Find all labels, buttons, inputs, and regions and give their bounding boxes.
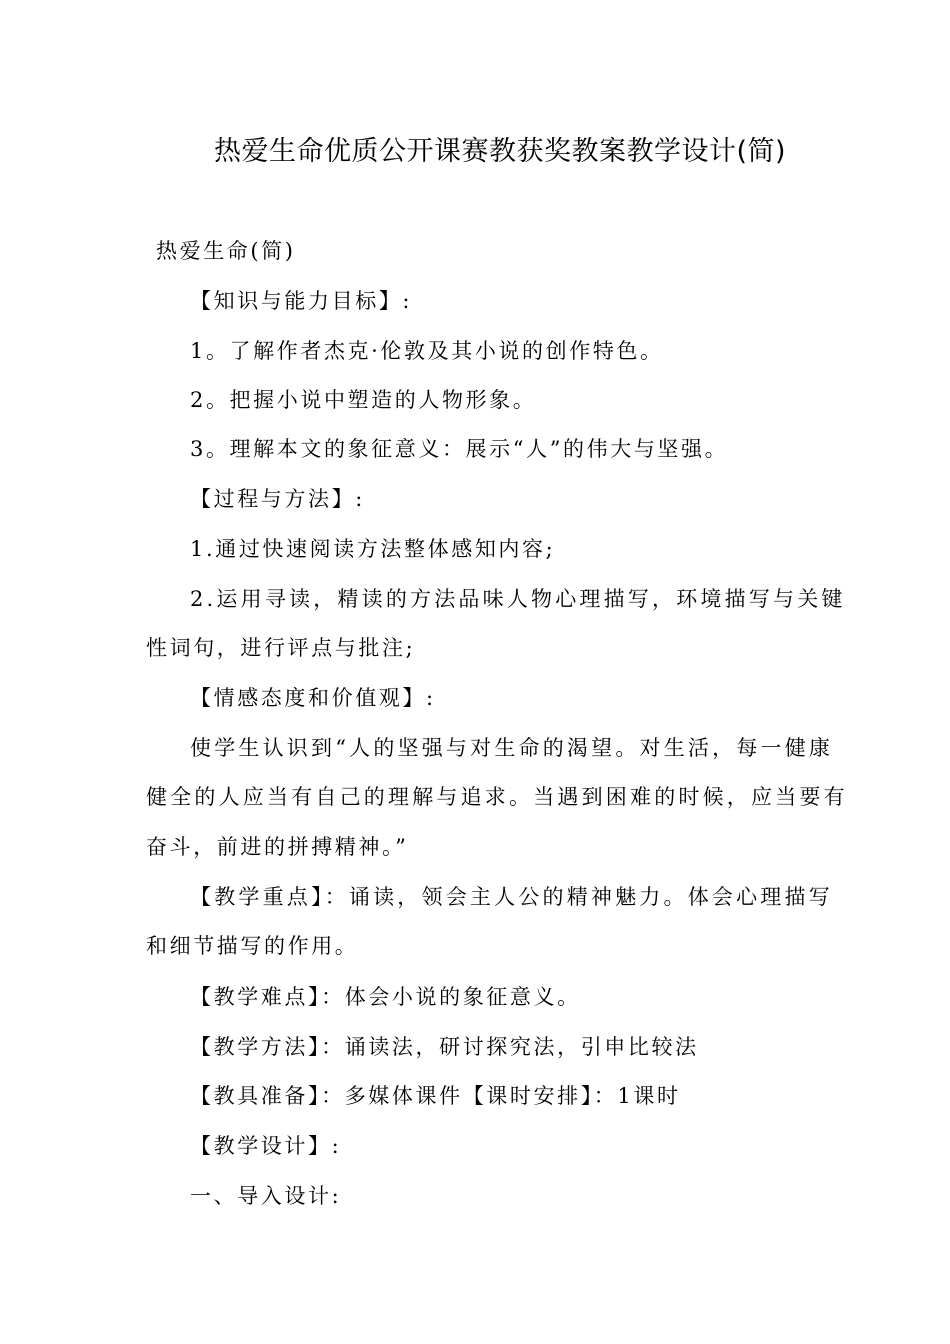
goal-item-3: 3。理解本文的象征意义：展示“人”的伟大与坚强。 — [190, 437, 729, 461]
process-item-2-line-1: 2.运用寻读，精读的方法品味人物心理描写，环境描写与关键 — [190, 587, 846, 611]
document-title: 热爱生命优质公开课赛教获奖教案教学设计(简) — [213, 136, 787, 167]
teaching-difficulty: 【教学难点】：体会小说的象征意义。 — [190, 985, 581, 1009]
section-heading-attitude: 【情感态度和价值观】: — [190, 686, 436, 710]
process-item-1: 1.通过快速阅读方法整体感知内容; — [190, 537, 556, 561]
attitude-paragraph-line-1: 使学生认识到“人的坚强与对生命的渴望。对生活，每一健康 — [190, 736, 834, 760]
goal-item-2: 2。把握小说中塑造的人物形象。 — [190, 388, 537, 412]
teaching-focus-line-2: 和细节描写的作用。 — [146, 934, 359, 958]
section-heading-design: 【教学设计】: — [190, 1134, 342, 1158]
process-item-2-line-2: 性词句，进行评点与批注; — [146, 636, 416, 660]
teaching-tools-and-schedule: 【教具准备】：多媒体课件【课时安排】：1课时 — [190, 1084, 681, 1108]
goal-item-1: 1。了解作者杰克·伦敦及其小说的创作特色。 — [190, 339, 664, 363]
attitude-paragraph-line-2: 健全的人应当有自己的理解与追求。当遇到困难的时候，应当要有 — [146, 785, 848, 809]
attitude-paragraph-line-3: 奋斗，前进的拼搏精神。” — [146, 835, 409, 859]
teaching-method: 【教学方法】：诵读法，研讨探究法，引申比较法 — [190, 1035, 699, 1059]
design-step-1: 一、导入设计: — [190, 1184, 342, 1208]
section-heading-process: 【过程与方法】: — [190, 487, 365, 511]
subtitle: 热爱生命(简) — [156, 239, 296, 263]
section-heading-knowledge: 【知识与能力目标】: — [190, 289, 413, 313]
teaching-focus-line-1: 【教学重点】：诵读，领会主人公的精神魅力。体会心理描写 — [190, 885, 833, 909]
